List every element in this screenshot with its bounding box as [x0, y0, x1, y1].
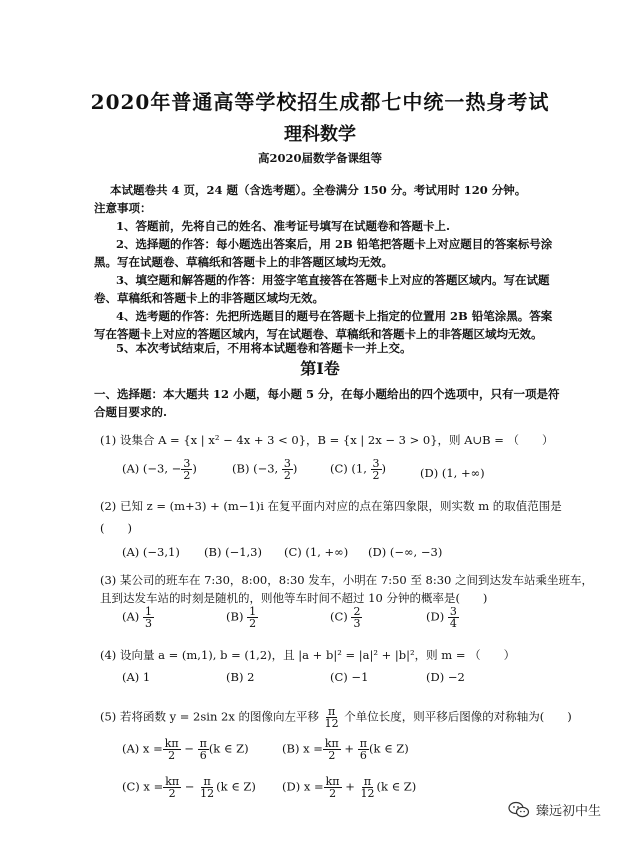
section-heading: 第Ⅰ卷	[300, 359, 340, 378]
q2-stem-cont: ( )	[100, 521, 132, 535]
notice-item-3: 3、填空题和解答题的作答：用签字笔直接答在答题卡上对应的答题区域内。写在试题	[116, 273, 550, 287]
exam-team: 高2020届数学备课组等	[257, 151, 382, 165]
q1-option-d: (D) (1, +∞)	[420, 466, 485, 480]
q2-stem: (2) 已知 z = (m+3) + (m−1)i 在复平面内对应的点在第四象限，则实数 m 的取值范围是	[100, 499, 562, 513]
q5-option-d: (D) x = $\frac{k\pi}{2}$ + $\frac{\pi}{12}$ (k ∈ Z)	[282, 775, 417, 800]
intro-line: 本试题卷共 4 页，24 题（含选考题）。全卷满分 150 分。考试用时 120 分钟。	[110, 183, 527, 197]
watermark-text: 臻远初中生	[536, 804, 602, 819]
q5-stem: (5) 若将函数 y = 2sin 2x 的图像向左平移 $\frac{\pi}{12}$ 个单位长度，则平移后图像的对称轴为( )	[100, 705, 572, 730]
notice-item-1: 1、答题前，先将自己的姓名、准考证号填写在试题卷和答题卡上.	[116, 219, 451, 233]
notice-item-5: 5、本次考试结束后，不用将本试题卷和答题卡一并上交。	[116, 341, 412, 355]
q5-option-b: (B) x = $\frac{k\pi}{2}$ + $\frac{\pi}{6}$ (k ∈ Z)	[282, 737, 409, 762]
notice-item-2-cont: 黑。写在试题卷、草稿纸和答题卡上的非答题区域均无效。	[94, 255, 393, 269]
notice-item-3-cont: 卷、草稿纸和答题卡上的非答题区域均无效。	[94, 291, 324, 305]
section-instructions-1: 一、选择题：本大题共 12 小题，每小题 5 分，在每小题给出的四个选项中，只有一项是符	[94, 387, 560, 401]
q3-stem: (3) 某公司的班车在 7:30，8:00，8:30 发车，小明在 7:50 至 8:30 之间到达发车站乘坐班车，	[100, 573, 593, 587]
notice-item-2: 2、选择题的作答：每小题选出答案后，用 2B 铅笔把答题卡上对应题目的答案标号涂	[116, 237, 553, 251]
q3-stem-cont: 且到达发车站的时刻是随机的，则他等车时间不超过 10 分钟的概率是( )	[100, 591, 488, 605]
q5-option-c: (C) x = $\frac{k\pi}{2}$ − $\frac{\pi}{12}$ (k ∈ Z)	[122, 775, 256, 800]
q4-option-d: (D) −2	[426, 670, 465, 684]
q3-option-b: (B) $\frac{1}{2}$	[226, 605, 257, 630]
q3-option-c: (C) $\frac{2}{3}$	[330, 605, 361, 630]
q2-option-d: (D) (−∞, −3)	[368, 545, 443, 559]
exam-title: 2020年普通高等学校招生成都七中统一热身考试	[90, 90, 550, 114]
q3-option-d: (D) $\frac{3}{4}$	[426, 605, 457, 630]
section-instructions-2: 合题目要求的.	[94, 405, 168, 419]
watermark	[508, 800, 601, 819]
notice-item-4: 4、选考题的作答：先把所选题目的题号在答题卡上指定的位置用 2B 铅笔涂黑。答案	[116, 309, 553, 323]
q4-stem: (4) 设向量 a = (m,1), b = (1,2)，且 |a + b|² = |a|² + |b|²，则 m = （ ）	[100, 648, 516, 662]
q4-option-a: (A) 1	[122, 670, 151, 684]
q4-option-b: (B) 2	[226, 670, 255, 684]
notice-label: 注意事项：	[94, 201, 152, 215]
q1-option-a: (A) (−3, − $\frac{3}{2}$ )	[122, 457, 197, 482]
q1-option-c: (C) (1, $\frac{3}{2}$ )	[330, 457, 387, 482]
exam-subject: 理科数学	[284, 124, 356, 145]
q3-option-a: (A) $\frac{1}{3}$	[122, 605, 152, 630]
wechat-logo-icon	[508, 801, 530, 819]
notice-item-4-cont: 写在答题卡上对应的答题区域内，写在试题卷、草稿纸和答题卡上的非答题区域均无效。	[94, 327, 543, 341]
q2-option-c: (C) (1, +∞)	[284, 545, 349, 559]
q1-option-b: (B) (−3, $\frac{3}{2}$ )	[232, 457, 298, 482]
q1-stem: (1) 设集合 A = {x | x² − 4x + 3 < 0}，B = {x | 2x − 3 > 0}，则 A∪B = （ ）	[100, 433, 554, 447]
q2-option-a: (A) (−3,1)	[122, 545, 180, 559]
q5-option-a: (A) x = $\frac{k\pi}{2}$ − $\frac{\pi}{6}$ (k ∈ Z)	[122, 737, 249, 762]
q4-option-c: (C) −1	[330, 670, 369, 684]
q2-option-b: (B) (−1,3)	[204, 545, 262, 559]
